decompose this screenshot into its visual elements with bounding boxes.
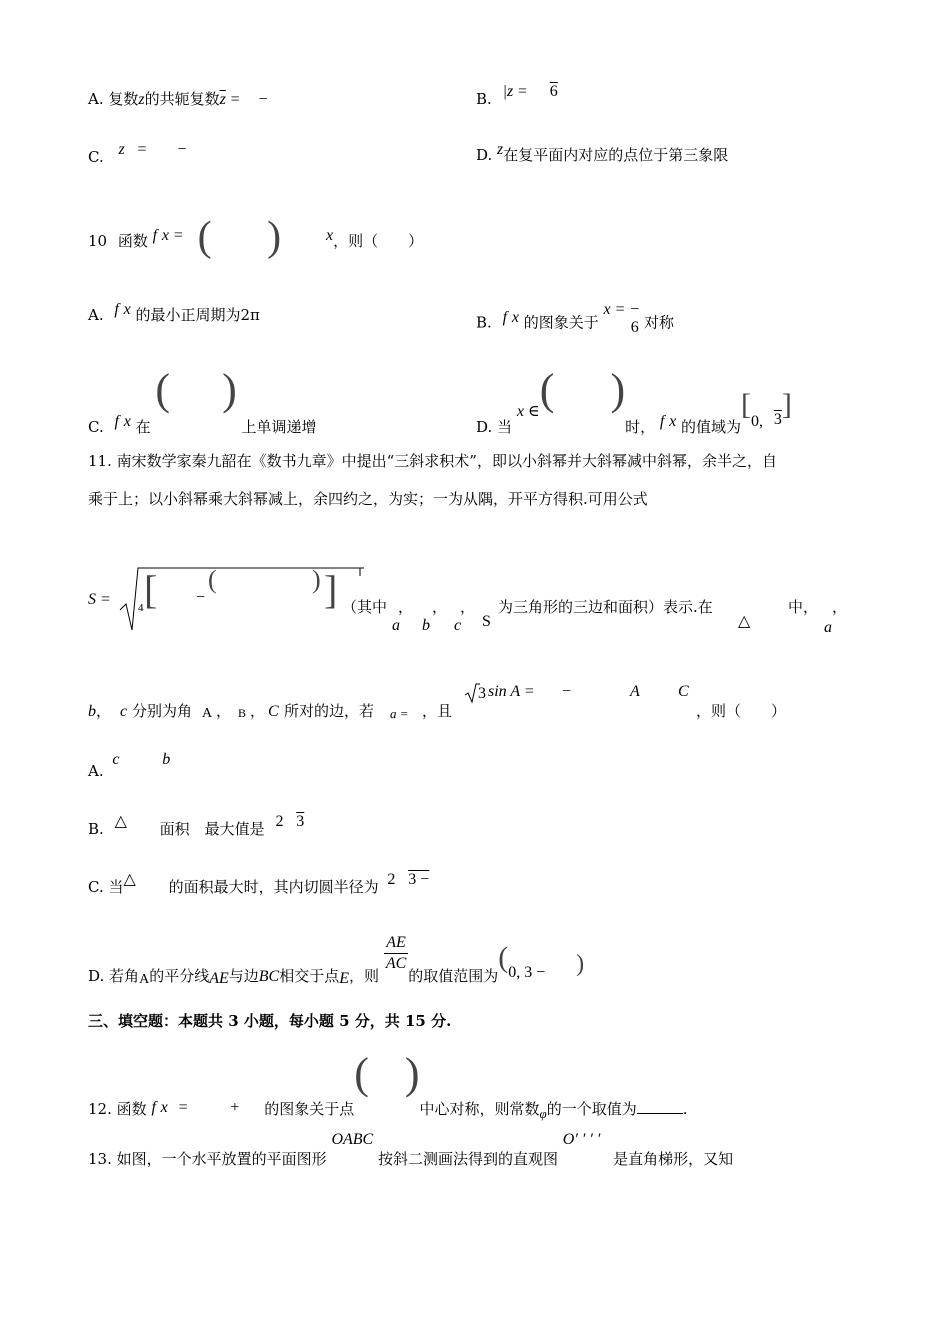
math-z: z bbox=[497, 141, 504, 158]
right-paren: ) bbox=[267, 214, 282, 260]
math-zbar: $\overline{z}$ bbox=[219, 91, 226, 108]
text: （其中 bbox=[342, 598, 388, 616]
text: 与边 bbox=[228, 967, 259, 985]
text: 当 bbox=[108, 878, 124, 896]
q13 bbox=[88, 1130, 733, 1180]
option-label: D. bbox=[88, 967, 105, 985]
math-x: x bbox=[669, 413, 677, 430]
q12: 12. 函数 f x = + 的图象关于点( )中心对称，则常数φ的一个取值为 . bbox=[88, 1049, 688, 1121]
option-label: C. bbox=[88, 148, 104, 166]
math-A: A bbox=[630, 683, 640, 700]
q9-option-b bbox=[476, 82, 558, 108]
text: 若角 bbox=[109, 967, 140, 985]
q11-option-c bbox=[88, 870, 430, 896]
q10-option-d bbox=[476, 364, 792, 436]
math-S: S = bbox=[88, 591, 111, 608]
text: 时， bbox=[625, 418, 656, 436]
text: ，且 bbox=[422, 702, 453, 720]
right-paren: ) bbox=[404, 1049, 420, 1098]
text: 当 bbox=[497, 418, 513, 436]
math-a: a bbox=[392, 617, 400, 634]
text: 的一个取值为 bbox=[546, 1100, 637, 1118]
option-label: B. bbox=[88, 820, 104, 838]
option-label: C. bbox=[88, 418, 104, 436]
option-label: D. bbox=[476, 418, 493, 436]
q10-option-a bbox=[88, 301, 260, 325]
math-AE: AE bbox=[209, 970, 229, 987]
math-sqrt6: 6 bbox=[549, 83, 558, 100]
fraction-ae-ac bbox=[384, 933, 408, 972]
math-minus: − bbox=[562, 683, 572, 700]
math-f: f bbox=[152, 227, 158, 244]
math-minus: − bbox=[196, 589, 206, 606]
triangle-symbol: △ bbox=[114, 813, 127, 830]
math-c: c bbox=[454, 617, 462, 634]
math-BC: BC bbox=[258, 968, 280, 985]
math-2: 2 bbox=[275, 813, 284, 830]
math-C: C bbox=[268, 703, 279, 720]
math-x: x bbox=[161, 227, 170, 244]
math-b: b bbox=[162, 751, 171, 768]
math-f: f bbox=[114, 413, 119, 430]
q9-option-a bbox=[88, 90, 268, 109]
math-a: a bbox=[824, 619, 832, 636]
math-minus: − bbox=[258, 91, 268, 108]
math-plus: + bbox=[230, 1099, 240, 1116]
text: 的值域为 bbox=[681, 418, 742, 436]
math-f: f bbox=[114, 301, 119, 318]
range-paren: ( bbox=[498, 941, 509, 974]
section-3-title: 三、填空题：本题共 3 小题，每小题 5 分，共 15 分. bbox=[88, 1012, 452, 1030]
option-text: 的面积最大时，其内切圆半径为 bbox=[168, 878, 379, 896]
text: 按斜二测画法得到的直观图 bbox=[378, 1150, 559, 1168]
question-number: 10 bbox=[88, 232, 108, 250]
q11-line-1: 11. 南宋数学家秦九韶在《数书九章》中提出“三斜求积术”，即以小斜幂并大斜幂减中斜幂，余半之，自 bbox=[88, 452, 777, 470]
math-aeq: a = bbox=[390, 706, 409, 721]
math-f: f bbox=[659, 413, 665, 430]
q11-option-a bbox=[88, 750, 171, 780]
text: 如图，一个水平放置的平面图形 bbox=[116, 1150, 327, 1168]
range-paren: ) bbox=[576, 951, 585, 977]
text: 的取值范围为 bbox=[408, 967, 499, 985]
math-f: f bbox=[502, 308, 508, 326]
option-text: 在复平面内对应的点位于第三象限 bbox=[503, 146, 729, 164]
question-number: 12. bbox=[88, 1100, 112, 1118]
math-z: z bbox=[138, 91, 145, 108]
math-phi: φ bbox=[539, 1106, 547, 1121]
q11-option-d bbox=[88, 926, 585, 987]
text: 在 bbox=[135, 418, 151, 436]
math-OprimeAprimeBprimeCprime: O′ ′ ′ ′ bbox=[562, 1131, 601, 1148]
math-xeq: x = bbox=[603, 300, 626, 318]
paren: ) bbox=[312, 565, 321, 594]
option-text: 对称 bbox=[644, 313, 675, 332]
answer-blank[interactable] bbox=[637, 1113, 683, 1114]
math-range: 0, bbox=[751, 413, 764, 430]
text: 中， bbox=[788, 598, 819, 616]
text: ，则（ ） bbox=[696, 702, 787, 720]
math-S: S bbox=[482, 613, 491, 630]
triangle-symbol: △ bbox=[123, 871, 136, 888]
text: 函数 bbox=[117, 232, 148, 250]
math-sinA: sin A = bbox=[488, 683, 535, 700]
text: 函数 bbox=[116, 1100, 147, 1118]
frac-den: 6 bbox=[630, 319, 639, 336]
text: 为三角形的三边和面积）表示.在 bbox=[498, 598, 713, 616]
frac-bar: − bbox=[630, 301, 640, 318]
option-label: A. bbox=[88, 306, 104, 324]
left-paren: ( bbox=[155, 365, 171, 414]
text: ，则 bbox=[349, 967, 380, 985]
q11-line-4: b ， c 分别为角 A ， B ， C 所对的边，若 a = ，且 3 sin A = − A C ，则（ ） bbox=[88, 683, 787, 721]
text: 是直角梯形，又知 bbox=[613, 1150, 734, 1168]
paren: ( bbox=[208, 565, 217, 594]
math-z: z bbox=[118, 141, 125, 158]
math-2: 2 bbox=[387, 871, 396, 888]
math-sqrt3-minus: 3 − bbox=[408, 871, 430, 888]
math-abs-z: |z bbox=[502, 83, 514, 100]
q9-option-d bbox=[476, 141, 729, 165]
math-eq: = bbox=[178, 1099, 188, 1116]
math-E: E bbox=[339, 970, 350, 987]
math-b: b bbox=[88, 703, 96, 720]
math-eq: = bbox=[230, 91, 240, 108]
option-text: 的最小正周期为2π bbox=[135, 306, 260, 324]
math-A: A bbox=[202, 706, 213, 721]
range-bracket: ] bbox=[781, 388, 792, 421]
left-paren: ( bbox=[354, 1049, 369, 1098]
text: 的图象关于点 bbox=[264, 1100, 355, 1118]
math-sqrt3: 3 bbox=[296, 813, 305, 830]
bracket-left: [ bbox=[144, 567, 158, 612]
text: 中心对称，则常数 bbox=[419, 1100, 540, 1118]
q10-stem bbox=[88, 208, 423, 258]
math-C: C bbox=[678, 683, 689, 700]
math-eq: = bbox=[173, 227, 183, 244]
math-x: x bbox=[123, 413, 131, 430]
bracket-right: ] bbox=[324, 567, 338, 612]
option-label: B. bbox=[476, 90, 492, 108]
math-B: B bbox=[238, 706, 247, 720]
math-range: 0, 3 − bbox=[508, 964, 546, 981]
option-label: B. bbox=[476, 313, 492, 332]
math-OABC: OABC bbox=[331, 1131, 374, 1148]
text: 的平分线 bbox=[149, 967, 210, 985]
text: 所对的边，若 bbox=[284, 702, 375, 720]
option-text: 上单调递增 bbox=[241, 418, 317, 436]
question-number: 13. bbox=[88, 1150, 112, 1168]
q11-option-b bbox=[88, 812, 305, 838]
math-b: b bbox=[422, 617, 430, 634]
math-x: x bbox=[325, 227, 334, 244]
triangle-symbol: △ bbox=[738, 613, 751, 630]
math-eq: = bbox=[137, 141, 147, 158]
right-paren: ) bbox=[222, 365, 237, 414]
text: 分别为角 bbox=[132, 702, 193, 720]
q10-option-c bbox=[88, 364, 317, 436]
math-eq: = bbox=[517, 83, 528, 100]
math-c: c bbox=[112, 751, 120, 768]
q9-option-c bbox=[88, 140, 187, 166]
option-text: 面积 最大值是 bbox=[159, 820, 265, 838]
math-xin: x ∈ bbox=[516, 403, 540, 420]
frac-den: AC bbox=[385, 954, 407, 972]
text: 复数 bbox=[108, 90, 139, 108]
math-minus: − bbox=[177, 141, 187, 158]
math-four: 4 bbox=[138, 602, 144, 614]
text: ，则（ ） bbox=[333, 232, 424, 250]
option-label: A. bbox=[88, 90, 104, 108]
q10-option-b bbox=[476, 300, 675, 341]
left-paren: ( bbox=[539, 365, 555, 414]
q11-formula: S = 4 [ − ( ) ] （其中 a ， b ， c ， S 为三角形的三边和面积）表示.在 △ 中， ， a bbox=[88, 560, 848, 634]
option-text: 的图象关于 bbox=[523, 313, 599, 332]
option-label: A. bbox=[88, 762, 104, 780]
math-f: f bbox=[151, 1099, 156, 1116]
frac-num: AE bbox=[384, 933, 408, 953]
option-label: D. bbox=[476, 146, 493, 164]
left-paren: ( bbox=[197, 214, 212, 260]
math-sqrt3: 3 bbox=[773, 411, 782, 428]
math-A: A bbox=[139, 972, 150, 987]
math-x: x bbox=[160, 1099, 168, 1116]
range-bracket: [ bbox=[741, 388, 752, 421]
q11-line-2: 乘于上；以小斜幂乘大斜幂减上，余四约之，为实；一为从隅，开平方得积.可用公式 bbox=[88, 490, 648, 508]
math-x: x bbox=[123, 301, 131, 318]
right-paren: ) bbox=[610, 365, 626, 414]
text: 相交于点 bbox=[279, 967, 340, 985]
text: ， bbox=[96, 702, 112, 720]
math-c: c bbox=[120, 703, 128, 720]
text: 的共轭复数 bbox=[144, 90, 220, 108]
option-label: C. bbox=[88, 878, 104, 896]
math-x: x bbox=[511, 308, 519, 326]
math-sqrt3: 3 bbox=[478, 685, 486, 702]
